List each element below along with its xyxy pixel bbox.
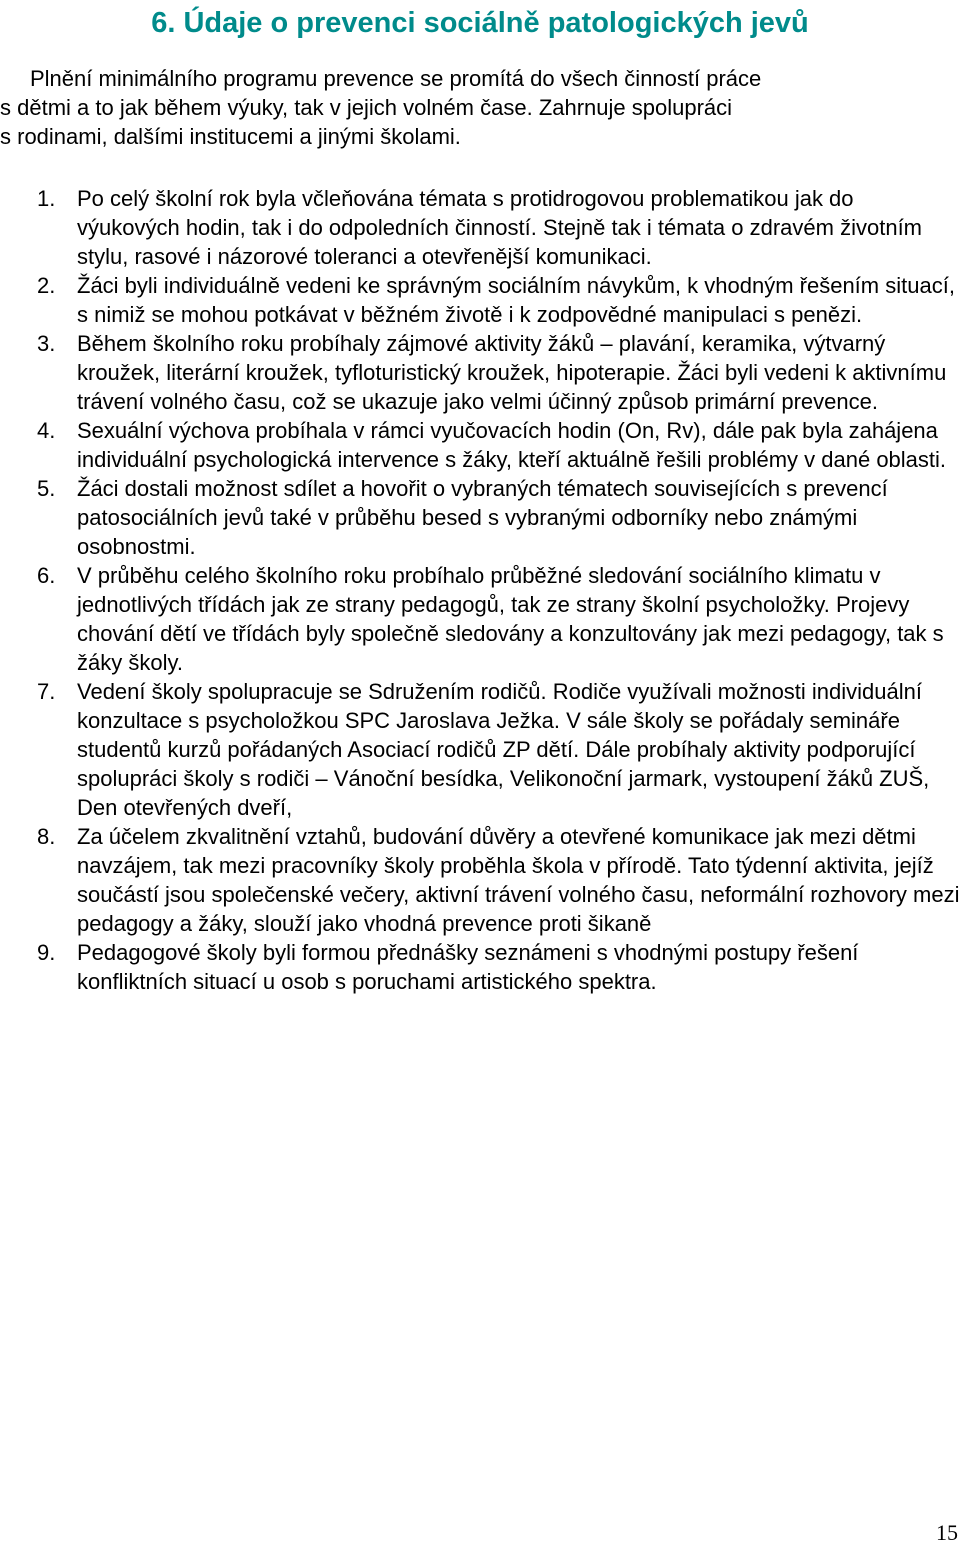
list-item (0, 561, 960, 677)
list-item-number: 1. (37, 186, 56, 211)
list-item-number: 7. (37, 679, 56, 704)
list-item-text: V průběhu celého školního roku probíhalo průběžné sledování sociálního klimatu v jednotlivých třídách jak ze strany pedagogů, tak ze strany školní psycholožky. Projevy chování dětí ve třídách byly společně sledovány a konzultovány jak mezi pedagogy, tak s žáky školy. (77, 563, 944, 675)
list-item-text: Pedagogové školy byli formou přednášky seznámeni s vhodnými postupy řešení konfliktních situací u osob s poruchami artistického spektra. (77, 940, 859, 994)
list-item-text: Žáci dostali možnost sdílet a hovořit o vybraných tématech souvisejících s prevencí patosociálních jevů také v průběhu besed s vybranými odborníky nebo známými osobnostmi. (77, 476, 888, 559)
list-item-number: 6. (37, 563, 56, 588)
list-item-text: Za účelem zkvalitnění vztahů, budování důvěry a otevřené komunikace jak mezi dětmi navzájem, tak mezi pracovníky školy proběhla škola v přírodě. Tato týdenní aktivita, jejíž součástí jsou společenské večery, aktivní trávení volného času, neformální rozhovory mezi pedagogy a žáky, slouží jako vhodná prevence proti šikaně (77, 824, 960, 936)
list-item (0, 271, 960, 329)
list-item (0, 938, 960, 996)
list-item-text: Sexuální výchova probíhala v rámci vyučovacích hodin (On, Rv), dále pak byla zahájena individuální psychologická intervence s žáky, kteří aktuálně řešili problémy v dané oblasti. (77, 418, 947, 472)
intro-line-3: s rodinami, dalšími institucemi a jinými školami. (0, 124, 461, 149)
page-number: 15 (936, 1520, 958, 1545)
list-item (0, 416, 960, 474)
intro-paragraph (0, 64, 905, 151)
list-item-number: 2. (37, 273, 56, 298)
list-item (0, 677, 960, 822)
list-item-number: 8. (37, 824, 56, 849)
list-item (0, 184, 960, 271)
list-item-number: 3. (37, 331, 56, 356)
list-item-number: 9. (37, 940, 56, 965)
list-item-text: Žáci byli individuálně vedeni ke správným sociálním návykům, k vhodným řešením situací, s nimiž se mohou potkávat v běžném životě i k zodpovědné manipulaci s penězi. (77, 273, 955, 327)
list-item (0, 822, 960, 938)
prevention-list (0, 184, 960, 996)
list-item-text: Vedení školy spolupracuje se Sdružením rodičů. Rodiče využívali možnosti individuální konzultace s psycholožkou SPC Jaroslava Ježka. V sále školy se pořádaly semináře studentů kurzů pořádaných Asociací rodičů ZP dětí. Dále probíhaly aktivity podporující spolupráci školy s rodiči – Vánoční besídka, Velikonoční jarmark, vystoupení žáků ZUŠ, Den otevřených dveří, (77, 679, 930, 820)
page-title: 6. Údaje o prevenci sociálně patologických jevů (151, 7, 809, 39)
list-item-number: 5. (37, 476, 56, 501)
list-item (0, 474, 960, 561)
intro-line-2: s dětmi a to jak během výuky, tak v jejich volném čase. Zahrnuje spolupráci (0, 95, 733, 120)
list-item-number: 4. (37, 418, 56, 443)
list-item-text: Během školního roku probíhaly zájmové aktivity žáků – plavání, keramika, výtvarný kroužek, literární kroužek, tyfloturistický kroužek, hipoterapie. Žáci byli vedeni k aktivnímu trávení volného času, což se ukazuje jako velmi účinný způsob primární prevence. (77, 331, 947, 414)
list-item-text: Po celý školní rok byla včleňována témata s protidrogovou problematikou jak do výukových hodin, tak i do odpoledních činností. Stejně tak i témata o zdravém životním stylu, rasové i názorové toleranci a otevřenější komunikaci. (77, 186, 923, 269)
list-item (0, 329, 960, 416)
intro-line-1: Plnění minimálního programu prevence se promítá do všech činností práce (30, 66, 762, 91)
